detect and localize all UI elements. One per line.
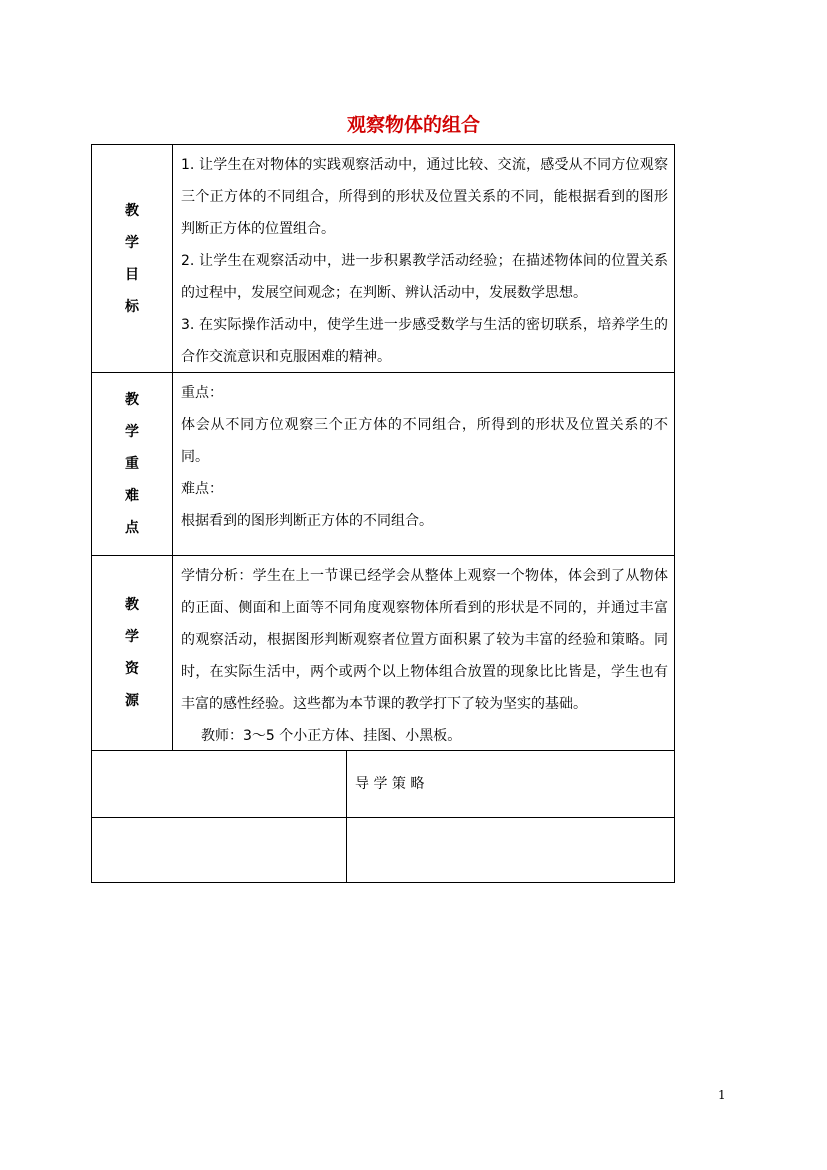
section-body: [173, 145, 674, 372]
section-objectives: [91, 144, 675, 373]
section-key-points: [91, 372, 675, 556]
page-number: 1: [718, 1088, 726, 1102]
heading-char: 教: [125, 597, 139, 613]
heading-char: 学: [125, 629, 139, 645]
empty-right-cell: [347, 818, 674, 882]
empty-row: [91, 817, 675, 883]
key-point-text: 体会从不同方位观察三个正方体的不同组合，所得到的形状及位置关系的不同。: [181, 417, 668, 465]
strategy-right-cell: [347, 751, 674, 817]
objective-paragraph: 2. 让学生在观察活动中，进一步积累教学活动经验；在描述物体间的位置关系的过程中，发展空间观念；在判断、辨认活动中，发展数学思想。: [181, 253, 668, 301]
strategy-label: 导 学 策 略: [355, 776, 425, 792]
heading-char: 教: [125, 202, 139, 219]
heading-char: 点: [125, 520, 139, 536]
analysis-paragraph: 学情分析：学生在上一节课已经学会从整体上观察一个物体，体会到了从物体的正面、侧面和上面等不同角度观察物体所看到的形状是不同的，并通过丰富的观察活动，根据图形判断观察者位置方面积累了较为丰富的经验和策略。同时，在实际生活中，两个或两个以上物体组合放置的现象比比皆是，学生也有丰富的感性经验。这些都为本节课的教学打下了较为坚实的基础。: [181, 568, 668, 712]
heading-char: 重: [125, 456, 139, 472]
section-body: [173, 373, 674, 555]
heading-char: 目: [125, 266, 139, 283]
heading-char: 教: [125, 392, 139, 408]
heading-char: 学: [125, 234, 139, 251]
difficulty-text: 根据看到的图形判断正方体的不同组合。: [181, 513, 433, 529]
objective-paragraph: 3. 在实际操作活动中，使学生进一步感受数学与生活的密切联系，培养学生的合作交流意识和克服困难的精神。: [181, 317, 668, 365]
strategy-row: [91, 750, 675, 818]
heading-char: 资: [125, 661, 139, 677]
section-heading: [92, 373, 173, 555]
strategy-left-cell: [92, 751, 347, 817]
heading-char: 难: [125, 488, 139, 504]
section-heading: [92, 556, 173, 750]
objective-paragraph: 1. 让学生在对物体的实践观察活动中，通过比较、交流，感受从不同方位观察三个正方体的不同组合，所得到的形状及位置关系的不同，能根据看到的图形判断正方体的位置组合。: [181, 157, 668, 237]
heading-char: 学: [125, 424, 139, 440]
key-point-label: 重点：: [181, 385, 223, 401]
difficulty-label: 难点：: [181, 481, 223, 497]
section-body: [173, 556, 674, 750]
heading-char: 源: [125, 693, 139, 709]
section-resources: [91, 555, 675, 751]
section-heading: [92, 145, 173, 372]
empty-left-cell: [92, 818, 347, 882]
page-title: 观察物体的组合: [346, 114, 480, 136]
teacher-materials: 教师：3～5 个小正方体、挂图、小黑板。: [201, 728, 462, 744]
heading-char: 标: [125, 298, 139, 315]
